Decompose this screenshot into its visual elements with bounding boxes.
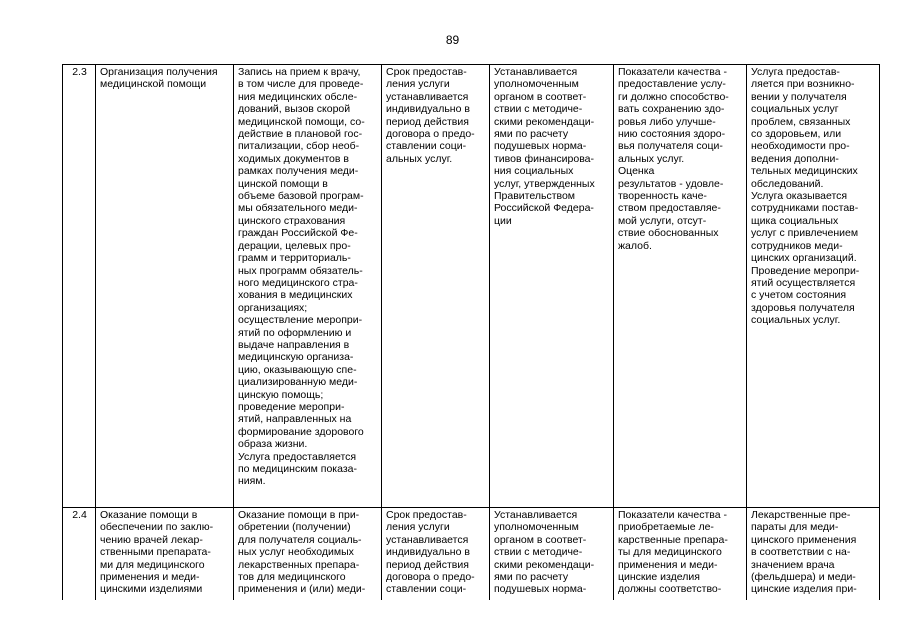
service-name-text: Оказание помощи в обеспечении по заклю- чению врачей лекар- ственными препарата- ми для медицинского применения и меди- цинскими изделиями: [100, 509, 214, 596]
table-row: [63, 65, 880, 508]
service-quality: Показатели качества - предоставление услу- ги должно способство- вать сохранению здо- ровья либо улучше- нию состояния здоро- вья получателя соци- альных услуг. Оценка результатов - удовле- творенность каче- ством предоставляе- мой услуги, отсут- ствие обоснованных жалоб.: [614, 65, 747, 508]
row-number: 2.3: [63, 65, 96, 508]
service-quality-text: Показатели качества - приобретаемые ле- карственные препара- ты для медицинского применения и меди- цинские изделия должны соответство-: [618, 509, 728, 596]
service-term: Срок предостав- ления услуги устанавливается индивидуально в период действия договора о предо- ставлении соци- альных услуг.: [382, 65, 490, 508]
page-number: 89: [445, 33, 460, 47]
row-number: [63, 508, 96, 601]
service-conditions: [747, 508, 880, 601]
service-content-text: Оказание помощи в при- обретении (получении) для получателя социаль- ных услуг необходимых лекарственных препара- тов для медицинского применения и (или) меди-: [238, 509, 366, 596]
service-norm-text: Устанавливается уполномоченным органом в соответ- ствии с методиче- скими рекомендаци- ями по расчету подушевых норма-: [494, 509, 595, 596]
service-term-text: Срок предостав- ления услуги устанавливается индивидуально в период действия договора о предо- ставлении соци-: [386, 509, 475, 596]
service-norm: Устанавливается уполномоченным органом в соответ- ствии с методиче- скими рекомендаци- ями по расчету подушевых норма- тивов финансирова- ния социальных услуг, утвержденных Правительством Российской Федера- ции: [490, 65, 614, 508]
service-content: [234, 508, 382, 601]
service-conditions: Услуга предостав- ляется при возникно- вении у получателя социальных услуг проблем, связанных со здоровьем, или необходимости про- ведения дополни- тельных медицинских обследований. Услуга оказывается сотрудниками постав- щика социальных услуг с привлечением сотрудников меди- цинских организаций. Проведение меропри- ятий осуществляется с учетом состояния здоровья получателя социальных услуг.: [747, 65, 880, 508]
service-content: Запись на прием к врачу, в том числе для проведе- ния медицинских обсле- дований, вызов скорой медицинской помощи, со- действие в плановой гос- питализации, сбор необ- ходимых документов в рамках получения меди- цинской помощи в объеме базовой програм- мы обязательного меди- цинского страхования граждан Российской Фе- дерации, целевых про- грамм и территориаль- ных программ обязатель- ного медицинского стра- хования в медицинских организациях; осуществление меропри- ятий по оформлению и выдаче направления в медицинскую организа- цию, оказывающую спе- циализированную меди- цинскую помощь; проведение меропри- ятий, направленных на формирование здорового образа жизни. Услуга предоставляется по медицинским показа- ниям.: [234, 65, 382, 508]
table-row: [63, 508, 880, 601]
service-term: [382, 508, 490, 601]
service-quality: [614, 508, 747, 601]
service-conditions-text: Лекарственные пре- параты для меди- цинского применения в соответствии с на- значением врача (фельдшера) и меди- цинские изделия при-: [751, 509, 857, 596]
row-number-text: 2.4: [72, 509, 87, 521]
services-table: [62, 64, 880, 600]
service-norm: [490, 508, 614, 601]
service-name: [96, 508, 234, 601]
service-name: Организация получения медицинской помощи: [96, 65, 234, 508]
